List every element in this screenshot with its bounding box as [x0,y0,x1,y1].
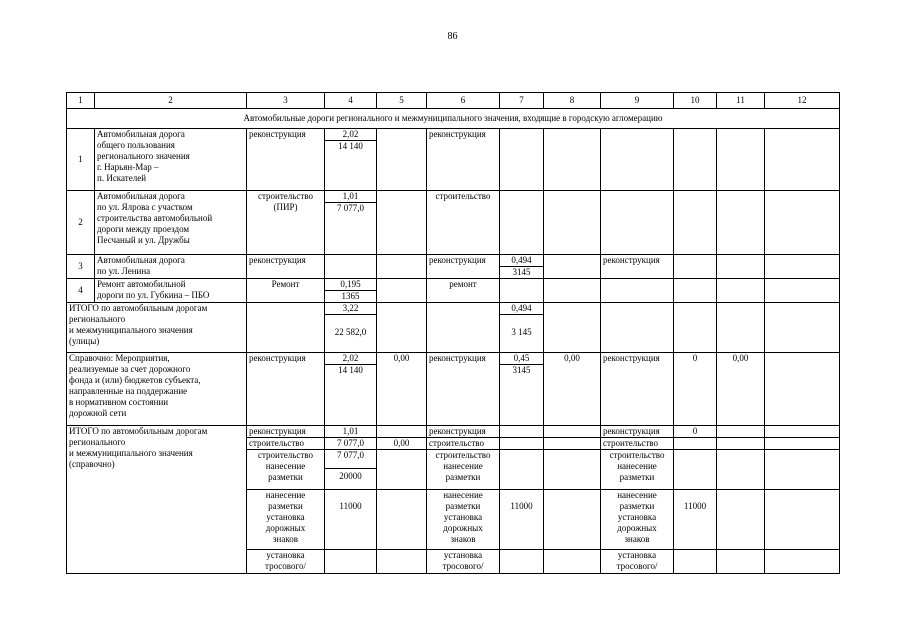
reference-row [67,353,840,426]
work-type: реконструкция [601,353,674,426]
section-row [67,109,840,129]
column-numbers-row [67,93,840,109]
work-type: реконструкция [247,129,325,191]
work-type: ремонт [427,279,500,303]
work-type: строительство [427,191,500,255]
length-cost: 0,195 1365 [325,279,377,303]
work-type: реконструкция [247,255,325,279]
row-name: Справочно: Мероприятия, реализуемые за счет дорожного фонда и (или) бюджетов субъекта, направленные на поддержание в нормативном состоянии дорожной сети [67,353,247,426]
length-cost: 2,02 14 140 [325,353,377,426]
table-row [67,255,840,279]
length-cost: 0,45 3145 [500,353,544,426]
column-header: 4 [325,93,377,109]
work-type: Ремонт [247,279,325,303]
value: 0 [674,353,717,426]
work-type: строительство (ПИР) [247,191,325,255]
column-header: 3 [247,93,325,109]
table-row [67,279,840,303]
column-header: 6 [427,93,500,109]
work-type: реконструкция [427,353,500,426]
table-row [67,129,840,191]
row-name: Автомобильная дорога по ул. Ялрова с участком строительства автомобильной дороги между проездом Песчаный и ул. Дружбы [95,191,247,255]
work-type: реконструкция [427,255,500,279]
length-cost: 0,494 3 145 [500,303,544,353]
column-header: 2 [95,93,247,109]
column-header: 7 [500,93,544,109]
length-cost: 2,02 14 140 [325,129,377,191]
column-header: 11 [717,93,765,109]
row-number: 2 [67,191,95,255]
row-name: Автомобильная дорога по ул. Ленина [95,255,247,279]
work-type: реконструкция [601,255,674,279]
column-header: 8 [544,93,601,109]
column-header: 9 [601,93,674,109]
work-type: реконструкция [427,129,500,191]
value: 0,00 [377,353,427,426]
total-row: ИТОГО по автомобильным дорогам регионального и межмуниципального значения (справочно) реконструкция 1,01 реконструкция реконструкция 0 [67,426,840,438]
row-number: 1 [67,129,95,191]
value: 0,00 [717,353,765,426]
page-number: 86 [447,31,458,42]
column-header: 12 [765,93,840,109]
length-cost: 0,494 3145 [500,255,544,279]
length-cost: 1,01 7 077,0 [325,191,377,255]
row-name: ИТОГО по автомобильным дорогам регионального и межмуниципального значения (улицы) [67,303,247,353]
value: 0,00 [544,353,601,426]
work-type: реконструкция [247,353,325,426]
row-name: Ремонт автомобильной дороги по ул. Губкина – ПБО [95,279,247,303]
column-header: 1 [67,93,95,109]
row-name: Автомобильная дорога общего пользования регионального значения г. Нарьян-Мар – п. Искателей [95,129,247,191]
table-row [67,191,840,255]
data-table: 1 2 3 4 5 6 7 8 9 10 11 12 Автомобильные дороги регионального и межмуниципального значения, входящие в городскую агломерацию 1 Автомобильная дорога общего пользования регионального значения г. Нарьян-Мар – п. Искателей реконструкция 2,02 14 140 реконструкция 2 Автомобильная дорога по ул. Ялрова с участком строительства автомобильной дороги между проездом Песчаный и ул. Дружбы строительство (ПИР) 1,01 7 077,0 строительство 3 Автомобильная дорога по ул. Ленина реконструкция реконструкция 0,494 3145 реконструкция 4 Ремонт автомобильной дороги по ул. Губкина – ПБО Ремонт 0,195 1365 ремонт ИТОГО по автомобильным дорогам регионального и межмуниципального значения (улицы) 3,22 22 582,0 0,494 3 145 Справочно: Мероприятия, реализуемые за счет дорожного фонда и (или) бюджетов субъекта, направленные на поддержание в нормативном состоянии дорожной сети реконструкция 2,02 14 140 0,00 реконструкция 0,45 3145 0,00 реконструкция 0 0,00 ИТОГО по автомобильным дорогам регионального и межмуниципального значения (справочно) реконструкция 1,01 реконструкция реконструкция 0 строительство 7 077,0 0,00 строительство строительство строительство нанесение разметки 7 077,0 20000 строительство нанесение разметки строительство нанесение разметки нанесение разметки установка дорожных знаков 11000 нанесение разметки установка дорожных знаков 11000 нанесение разметки установка дорожных знаков 11000 установка тросового/ установка тросового/ установка тросового/ [66,92,840,574]
row-name: ИТОГО по автомобильным дорогам регионального и межмуниципального значения (справочно) [67,426,247,574]
length-cost: 3,22 22 582,0 [325,303,377,353]
column-header: 10 [674,93,717,109]
section-title: Автомобильные дороги регионального и межмуниципального значения, входящие в городскую агломерацию [67,109,840,129]
total-row [67,303,840,353]
column-header: 5 [377,93,427,109]
row-number: 3 [67,255,95,279]
row-number: 4 [67,279,95,303]
